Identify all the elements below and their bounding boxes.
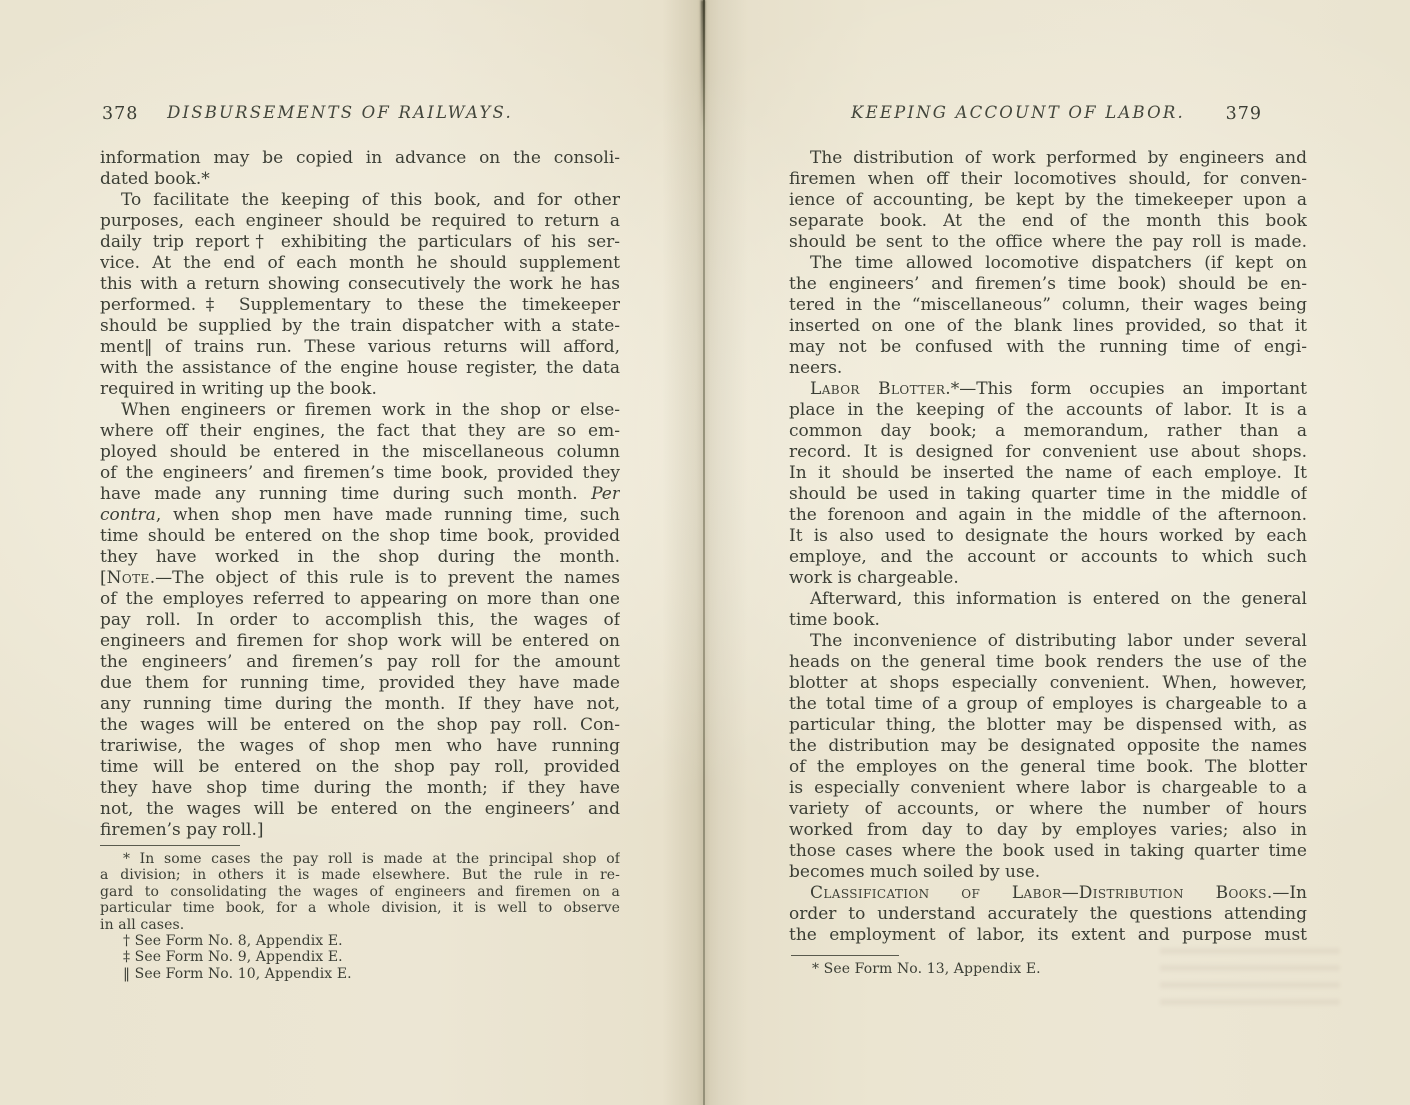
text-line: with the assistance of the engine house register, the data bbox=[100, 358, 620, 378]
text-line: work is chargeable. bbox=[789, 568, 959, 588]
right-body-text bbox=[789, 148, 1307, 946]
text-line: ment‖ of trains run. These various returns will afford, bbox=[100, 337, 620, 357]
text-line: may not be confused with the running time of engi- bbox=[789, 337, 1307, 357]
text-line: those cases where the book used in taking quarter time bbox=[789, 841, 1307, 861]
text-line: time will be entered on the shop pay roll, provided bbox=[100, 757, 620, 777]
text-line: In it should be inserted the name of each employe. It bbox=[789, 463, 1307, 483]
text-line: not, the wages will be entered on the engineers’ and bbox=[100, 799, 620, 819]
paragraph bbox=[100, 933, 620, 949]
text-line: should be supplied by the train dispatcher with a state- bbox=[100, 316, 620, 336]
text-line: trariwise, the wages of shop men who have running bbox=[100, 736, 620, 756]
text-line: common day book; a memorandum, rather than a bbox=[789, 421, 1307, 441]
text-line: * See Form No. 13, Appendix E. bbox=[812, 961, 1041, 977]
paragraph bbox=[789, 589, 1307, 631]
text-line: purposes, each engineer should be required to return a bbox=[100, 211, 620, 231]
text-line: the wages will be entered on the shop pay roll. Con- bbox=[100, 715, 620, 735]
text-line: information may be copied in advance on the consoli- bbox=[100, 148, 620, 168]
text-line: this with a return showing consecutively the work he has bbox=[100, 274, 620, 294]
paragraph bbox=[100, 400, 620, 841]
left-running-head bbox=[100, 103, 620, 125]
text-line: the forenoon and again in the middle of the afternoon. bbox=[789, 505, 1307, 525]
text-line: time should be entered on the shop time book, provided bbox=[100, 526, 620, 546]
book-gutter-fold-line-top bbox=[701, 0, 705, 130]
text-line: ience of accounting, be kept by the timekeeper upon a bbox=[789, 190, 1307, 210]
text-line: of the employes referred to appearing on more than one bbox=[100, 589, 620, 609]
text-line: becomes much soiled by use. bbox=[789, 862, 1041, 882]
text-line: is especially convenient where labor is chargeable to a bbox=[789, 778, 1307, 798]
text-line: The inconvenience of distributing labor under several bbox=[810, 631, 1307, 651]
text-line: When engineers or firemen work in the shop or else- bbox=[121, 400, 620, 420]
left-page-number: 378 bbox=[102, 104, 139, 124]
text-line: in all cases. bbox=[100, 916, 185, 933]
text-line: It is also used to designate the hours worked by each bbox=[789, 526, 1307, 546]
text-line: * In some cases the pay roll is made at the principal shop of bbox=[123, 851, 620, 867]
text-line: Labor Blotter.*—This form occupies an important bbox=[810, 379, 1307, 399]
text-line: of the employes on the general time book. The blotter bbox=[789, 757, 1307, 777]
text-line: the distribution may be designated opposite the names bbox=[789, 736, 1307, 756]
text-line: order to understand accurately the questions attending bbox=[789, 904, 1307, 924]
right-footnote-rule bbox=[791, 955, 899, 956]
right-footnotes bbox=[789, 961, 1307, 977]
text-line: time book. bbox=[789, 610, 880, 630]
paragraph bbox=[789, 961, 1307, 977]
text-line: ‖ See Form No. 10, Appendix E. bbox=[123, 965, 352, 982]
text-line: dated book.* bbox=[100, 169, 210, 189]
text-line: separate book. At the end of the month this book bbox=[789, 211, 1307, 231]
text-line: worked from day to day by employes varies; also in bbox=[789, 820, 1307, 840]
text-line: they have shop time during the month; if they have bbox=[100, 778, 620, 798]
text-line: The time allowed locomotive dispatchers (if kept on bbox=[810, 253, 1307, 273]
text-line: Afterward, this information is entered on the general bbox=[810, 589, 1307, 609]
text-line: heads on the general time book renders the use of the bbox=[789, 652, 1307, 672]
text-line: record. It is designed for convenient use about shops. bbox=[789, 442, 1307, 462]
text-line: particular time book, for a whole division, it is well to observe bbox=[100, 900, 620, 917]
text-line: daily trip report† exhibiting the particulars of his ser- bbox=[100, 232, 620, 252]
text-line: contra, when shop men have made running time, such bbox=[100, 505, 620, 525]
text-line: should be used in taking quarter time in the middle of bbox=[789, 484, 1307, 504]
text-line: pay roll. In order to accomplish this, the wages of bbox=[100, 610, 620, 630]
paragraph bbox=[789, 631, 1307, 883]
text-line: any running time during the month. If they have not, bbox=[100, 694, 620, 714]
left-page bbox=[100, 103, 620, 982]
paragraph bbox=[100, 949, 620, 965]
paragraph bbox=[789, 883, 1307, 946]
left-body-text bbox=[100, 148, 620, 841]
text-line: To facilitate the keeping of this book, and for other bbox=[121, 190, 620, 210]
text-line: Classification of Labor—Distribution Books.—In bbox=[810, 883, 1307, 903]
paragraph bbox=[100, 851, 620, 933]
right-page bbox=[789, 103, 1307, 977]
paragraph bbox=[789, 379, 1307, 589]
paragraph bbox=[789, 253, 1307, 379]
text-line: [Note.—The object of this rule is to prevent the names bbox=[100, 568, 620, 588]
text-line: variety of accounts, or where the number of hours bbox=[789, 799, 1307, 819]
text-line: the engineers’ and firemen’s time book) should be en- bbox=[789, 274, 1307, 294]
text-line: firemen’s pay roll.] bbox=[100, 820, 264, 840]
text-line: gard to consolidating the wages of engineers and firemen on a bbox=[100, 883, 620, 900]
right-running-head bbox=[789, 103, 1307, 125]
left-footnotes bbox=[100, 851, 620, 982]
text-line: firemen when off their locomotives should, for conven- bbox=[789, 169, 1307, 189]
text-line: due them for running time, provided they have made bbox=[100, 673, 620, 693]
text-line: the employment of labor, its extent and purpose must bbox=[789, 925, 1307, 945]
paragraph bbox=[100, 966, 620, 982]
text-line: employe, and the account or accounts to which such bbox=[789, 547, 1307, 567]
text-line: inserted on one of the blank lines provided, so that it bbox=[789, 316, 1307, 336]
text-line: performed.‡ Supplementary to these the timekeeper bbox=[100, 295, 620, 315]
text-line: they have worked in the shop during the month. bbox=[100, 547, 620, 567]
text-line: The distribution of work performed by engineers and bbox=[810, 148, 1307, 168]
text-line: particular thing, the blotter may be dispensed with, as bbox=[789, 715, 1307, 735]
text-line: should be sent to the office where the pay roll is made. bbox=[789, 232, 1307, 252]
text-line: of the engineers’ and firemen’s time book, provided they bbox=[100, 463, 620, 483]
text-line: † See Form No. 8, Appendix E. bbox=[123, 933, 343, 950]
right-running-head-title: KEEPING ACCOUNT OF LABOR. bbox=[851, 103, 1185, 122]
text-line: a division; in others it is made elsewhere. But the rule in re- bbox=[100, 867, 620, 884]
text-line: required in writing up the book. bbox=[100, 379, 377, 399]
text-line: ployed should be entered in the miscellaneous column bbox=[100, 442, 620, 462]
paragraph bbox=[100, 190, 620, 400]
book-gutter-shadow bbox=[662, 0, 748, 1105]
text-line: the total time of a group of employes is chargeable to a bbox=[789, 694, 1307, 714]
left-footnote-rule bbox=[100, 845, 240, 846]
text-line: vice. At the end of each month he should supplement bbox=[100, 253, 620, 273]
paragraph bbox=[789, 148, 1307, 253]
text-line: where off their engines, the fact that they are so em- bbox=[100, 421, 620, 441]
text-line: neers. bbox=[789, 358, 843, 378]
text-line: ‡ See Form No. 9, Appendix E. bbox=[123, 949, 343, 966]
book-gutter-fold-line bbox=[703, 0, 705, 1105]
text-line: the engineers’ and firemen’s pay roll for the amount bbox=[100, 652, 620, 672]
text-line: engineers and firemen for shop work will be entered on bbox=[100, 631, 620, 651]
right-page-number: 379 bbox=[1225, 104, 1262, 124]
text-line: have made any running time during such month. Per bbox=[100, 484, 620, 504]
text-line: tered in the “miscellaneous” column, their wages being bbox=[789, 295, 1307, 315]
text-line: blotter at shops especially convenient. When, however, bbox=[789, 673, 1307, 693]
paragraph bbox=[100, 148, 620, 190]
text-line: place in the keeping of the accounts of labor. It is a bbox=[789, 400, 1307, 420]
left-running-head-title: DISBURSEMENTS OF RAILWAYS. bbox=[167, 103, 513, 122]
